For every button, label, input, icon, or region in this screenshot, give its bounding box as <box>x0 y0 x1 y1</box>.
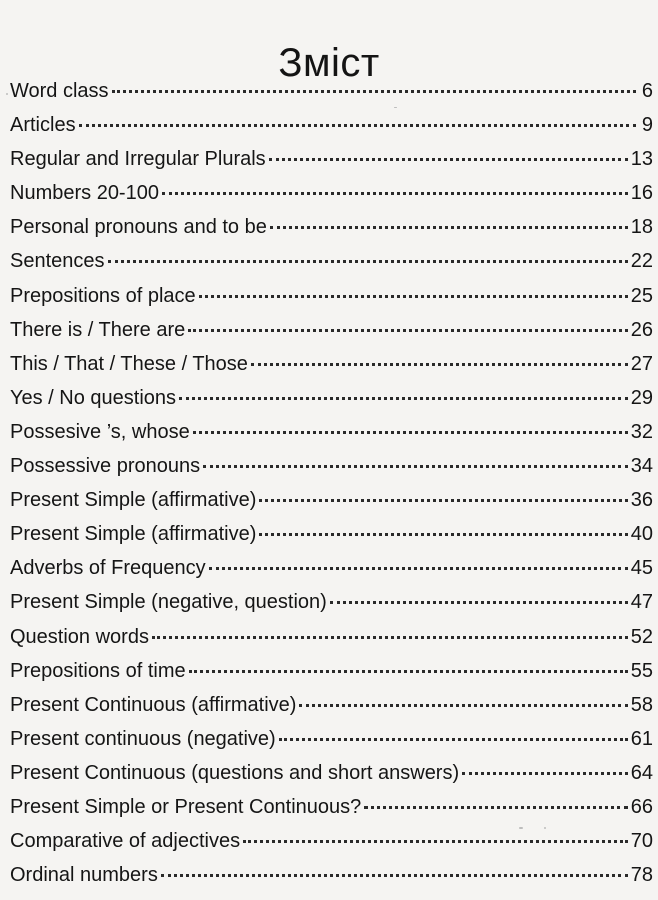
toc-entry-page-number: 29 <box>630 386 653 409</box>
dot-leader <box>112 90 636 93</box>
toc-entry-page-number: 64 <box>630 761 653 784</box>
dot-leader <box>279 738 628 741</box>
dot-leader <box>162 192 628 195</box>
toc-entry-page-number: 58 <box>630 693 653 716</box>
toc-entry <box>10 585 653 619</box>
toc-entry <box>10 688 653 722</box>
toc-entry-label: Present Continuous (affirmative) <box>10 693 297 716</box>
toc-entry-label: Comparative of adjectives <box>10 830 241 853</box>
toc-entry-page-number: 40 <box>630 523 653 546</box>
toc-entry-page-number: 26 <box>630 318 653 341</box>
dot-leader <box>270 226 628 229</box>
toc-entry-page-number: 34 <box>630 455 653 478</box>
toc-entry-label: Numbers 20-100 <box>10 182 159 205</box>
toc-entry-page-number: 16 <box>630 182 653 205</box>
toc-entry-page-number: 66 <box>630 795 653 818</box>
dot-leader <box>188 329 627 332</box>
dot-leader <box>193 431 628 434</box>
toc-entry <box>10 483 653 517</box>
toc-entry-page-number: 9 <box>641 114 653 137</box>
toc-entry <box>10 790 653 824</box>
toc-entry-label: Present Simple (affirmative) <box>10 523 257 546</box>
dot-leader <box>330 601 628 604</box>
dot-leader <box>79 124 636 127</box>
toc-entry-label: Present continuous (negative) <box>10 727 276 750</box>
toc-entry <box>10 313 653 347</box>
toc-entry <box>10 210 653 244</box>
toc-entry-page-number: 25 <box>630 284 653 307</box>
toc-entry-label: Yes / No questions <box>10 386 177 409</box>
toc-entry-label: Sentences <box>10 250 105 273</box>
toc-entry-label: Present Continuous (questions and short answers) <box>10 761 460 784</box>
toc-entry-label: This / That / These / Those <box>10 352 248 375</box>
toc-entry <box>10 142 653 176</box>
toc-entry-label: Prepositions of time <box>10 659 186 682</box>
toc-entry-label: Question words <box>10 625 149 648</box>
toc-entry <box>10 279 653 313</box>
dot-leader <box>209 567 628 570</box>
dot-leader <box>462 772 628 775</box>
toc-entry-page-number: 36 <box>630 489 653 512</box>
toc-entry-page-number: 22 <box>630 250 653 273</box>
dot-leader <box>299 704 627 707</box>
toc-entry <box>10 722 653 756</box>
dot-leader <box>251 363 628 366</box>
toc-entry-page-number: 6 <box>641 80 653 102</box>
dot-leader <box>259 533 627 536</box>
toc-entry <box>10 415 653 449</box>
dot-leader <box>199 295 628 298</box>
toc-entry-label: Present Simple or Present Continuous? <box>10 795 362 818</box>
dot-leader <box>152 636 628 639</box>
toc-entry <box>10 858 653 892</box>
dot-leader <box>179 397 628 400</box>
toc-entry-label: Articles <box>10 114 76 137</box>
dot-leader <box>259 499 627 502</box>
toc-entry <box>10 108 653 142</box>
toc-entry <box>10 824 653 858</box>
toc-entry <box>10 517 653 551</box>
toc-entry-page-number: 45 <box>630 557 653 580</box>
dot-leader <box>269 158 628 161</box>
toc-entry <box>10 449 653 483</box>
scan-speck <box>394 107 397 108</box>
table-of-contents <box>10 74 653 892</box>
toc-entry-page-number: 47 <box>630 591 653 614</box>
toc-entry <box>10 347 653 381</box>
scan-speck <box>6 93 8 95</box>
dot-leader <box>364 806 627 809</box>
dot-leader <box>189 670 628 673</box>
scan-speck <box>544 827 546 829</box>
toc-entry-page-number: 61 <box>630 727 653 750</box>
toc-entry <box>10 381 653 415</box>
toc-entry-label: Present Simple (affirmative) <box>10 489 257 512</box>
toc-entry-label: Possesive ’s, whose <box>10 420 190 443</box>
toc-entry-page-number: 78 <box>630 864 653 887</box>
toc-entry <box>10 244 653 278</box>
toc-entry-label: Regular and Irregular Plurals <box>10 148 266 171</box>
toc-entry-page-number: 27 <box>630 352 653 375</box>
dot-leader <box>108 260 628 263</box>
toc-entry-page-number: 52 <box>630 625 653 648</box>
toc-entry <box>10 176 653 210</box>
toc-entry-page-number: 70 <box>630 830 653 853</box>
toc-entry-page-number: 18 <box>630 216 653 239</box>
toc-entry-label: There is / There are <box>10 318 186 341</box>
toc-entry <box>10 756 653 790</box>
page-title: Зміст <box>278 40 380 85</box>
dot-leader <box>203 465 628 468</box>
toc-entry <box>10 654 653 688</box>
toc-entry <box>10 551 653 585</box>
toc-entry-label: Ordinal numbers <box>10 864 158 887</box>
toc-entry-page-number: 32 <box>630 420 653 443</box>
dot-leader <box>243 840 628 843</box>
scan-speck <box>519 827 523 829</box>
toc-entry-label: Word class <box>10 80 109 102</box>
toc-entry-label: Present Simple (negative, question) <box>10 591 327 614</box>
toc-entry-label: Prepositions of place <box>10 284 196 307</box>
toc-entry <box>10 620 653 654</box>
dot-leader <box>161 874 628 877</box>
toc-entry-page-number: 13 <box>630 148 653 171</box>
toc-entry-label: Personal pronouns and to be <box>10 216 267 239</box>
toc-entry-label: Possessive pronouns <box>10 455 201 478</box>
toc-entry-page-number: 55 <box>630 659 653 682</box>
toc-entry-label: Adverbs of Frequency <box>10 557 206 580</box>
toc-entry <box>10 74 653 108</box>
